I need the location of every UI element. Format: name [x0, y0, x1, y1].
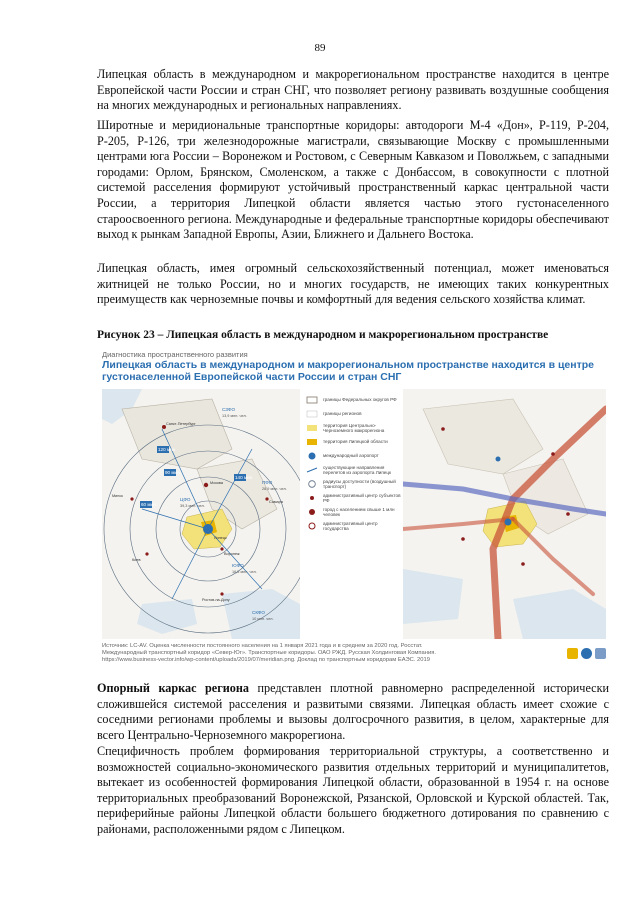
- region-emblem-icon: [567, 648, 578, 659]
- district-yufo: ЮФО: [232, 563, 244, 568]
- figure-subtitle: Диагностика пространственного развития: [102, 350, 248, 359]
- map-corridors: [403, 389, 606, 639]
- org-logo-icon: [595, 648, 606, 659]
- legend-item: границы регионов: [305, 407, 401, 420]
- city-spb: Санкт-Петербург: [166, 422, 196, 426]
- logos: [567, 648, 607, 660]
- district-pfo: ПФО: [262, 480, 273, 485]
- paragraph-3: Липецкая область, имея огромный сельскохозяйственный потенциал, может именоваться житницей не только России, но и многих государств, не имеющих таких конкурентных преимуществ как черноземные почвы и комфортный для ведения сельского хозяйства климат.: [97, 261, 609, 307]
- ring-label-120: 120 мин: [158, 447, 176, 452]
- source-line: Международный транспортный коридор «Север-Юг». Транспортные коридоры. ОАО РЖД. Русская Холдинговая Компания.: [102, 650, 436, 656]
- paragraph-4-text: представлен плотной равномерно распределенной исторически сложившейся системой расселения и развитыми связями. Липецкая область имеет схожие с соседними регионами проблемы и вызовы долгосрочного развития, в целом, характерные для всего Центрально-Черноземного макрорегиона.: [97, 681, 610, 742]
- district-skfo: СКФО: [252, 610, 265, 615]
- ring-label-90: 90 мин: [165, 470, 180, 475]
- city-kiev: Киев: [132, 558, 141, 562]
- figure-title: Липецкая область в международном и макрорегиональном пространстве находится в центре густонаселенной Европейской части России и стран СНГ: [102, 359, 594, 383]
- source-line: https://www.business-vector.info/wp-content/uploads/2019/07/meridian.png. Доклад по транспортным коридорам ЕАЭС. 2019: [102, 657, 430, 663]
- paragraph-5: Специфичность проблем формирования территориальной структуры, а соответственно и возможностей социально-экономического развития отдельных территорий и муниципалитетов, вытекает из особенностей формирования Липецкой области, образованной в 1954 г. на основе территориальных преобразований Воронежской, Рязанской, Орловской и Курской областей. Так, периферийные районы Липецкой области большего бюджетного дотирования по сравнению с районами, расположенными рядом с Липецком.: [97, 744, 609, 836]
- ring-label-140: 140 мин: [235, 475, 253, 480]
- legend-item: административный центр государства: [305, 519, 401, 532]
- paragraph-2: Широтные и меридиональные транспортные коридоры: автодороги М-4 «Дон», Р-119, Р-204, Р-205, Р-126, три железнодорожные магистрали, связывающие Москву с промышленными центрами юга России – Воронежом и Ростовом, с Северным Кавказом и Поволжьем, с западными городами: Орлом, Брянском, Смоленском, а также с Донбассом, в совокупности с плотной системой расселения формируют устойчивый пространственный каркас центральной части России, а территория Липецкой области является частью этого густонаселенного староосвоенного региона. Международные и федеральные транспортные коридоры обеспечивают выход к рынкам Западной Европы, Азии, Ближнего и Дальнего Востока.: [97, 118, 609, 242]
- city-voronezh: Воронеж: [224, 552, 240, 556]
- org-logo-icon: [581, 648, 592, 659]
- source-line: Источник: LC-AV. Оценка численности постоянного населения на 1 января 2021 года и в среднем за 2020 год. Росстат.: [102, 643, 423, 649]
- airport-icon: [305, 451, 319, 460]
- paragraph-4-lead: Опорный каркас региона: [97, 681, 249, 695]
- legend-item: город с населением свыше 1 млн человек: [305, 505, 401, 518]
- legend-item: международный аэропорт: [305, 449, 401, 462]
- map-legend: [305, 393, 401, 533]
- ring-label-60: 60 мин: [141, 502, 156, 507]
- pop-pfo: 28,9 млн. чел.: [262, 487, 287, 491]
- figure-caption: Рисунок 23 – Липецкая область в международном и макрорегиональном пространстве: [97, 329, 549, 341]
- city-moscow: Москва: [210, 481, 223, 485]
- legend-item: территория Липецкой области: [305, 435, 401, 448]
- city-samara: Самара: [269, 500, 283, 504]
- legend-item: границы Федеральных округов РФ: [305, 393, 401, 406]
- city-rostov: Ростов-на-Дону: [202, 598, 230, 602]
- legend-item: существующие направления перелетов из аэропорта Липецк: [305, 463, 401, 476]
- legend-item: территория Центрально-Черноземного макрорегиона: [305, 421, 401, 434]
- figure-sources: [102, 643, 522, 664]
- district-szfo: СЗФО: [222, 407, 236, 412]
- legend-item: радиусы доступности (воздушный транспорт): [305, 477, 401, 490]
- paragraph-1: Липецкая область в международном и макрорегиональном пространстве находится в центре Европейской части России и стран СНГ, что позволяет региону развивать воздушные сообщения на многих международных и региональных направлениях.: [97, 67, 609, 113]
- city-minsk: Минск: [112, 494, 123, 498]
- pop-cfo: 39,3 млн. чел.: [180, 504, 205, 508]
- district-cfo: ЦФО: [180, 497, 191, 502]
- figure: [97, 347, 609, 661]
- legend-item: административный центр субъектов РФ: [305, 491, 401, 504]
- city-lipetsk: Липецк: [214, 536, 227, 540]
- page-number: 89: [314, 42, 326, 54]
- paragraph-4: [97, 681, 609, 743]
- pop-skfo: 10 млн. чел.: [252, 617, 274, 621]
- pop-yufo: 16,5 млн. чел.: [232, 570, 257, 574]
- pop-szfo: 13,9 млн. чел.: [222, 414, 247, 418]
- map-accessibility: [102, 389, 300, 639]
